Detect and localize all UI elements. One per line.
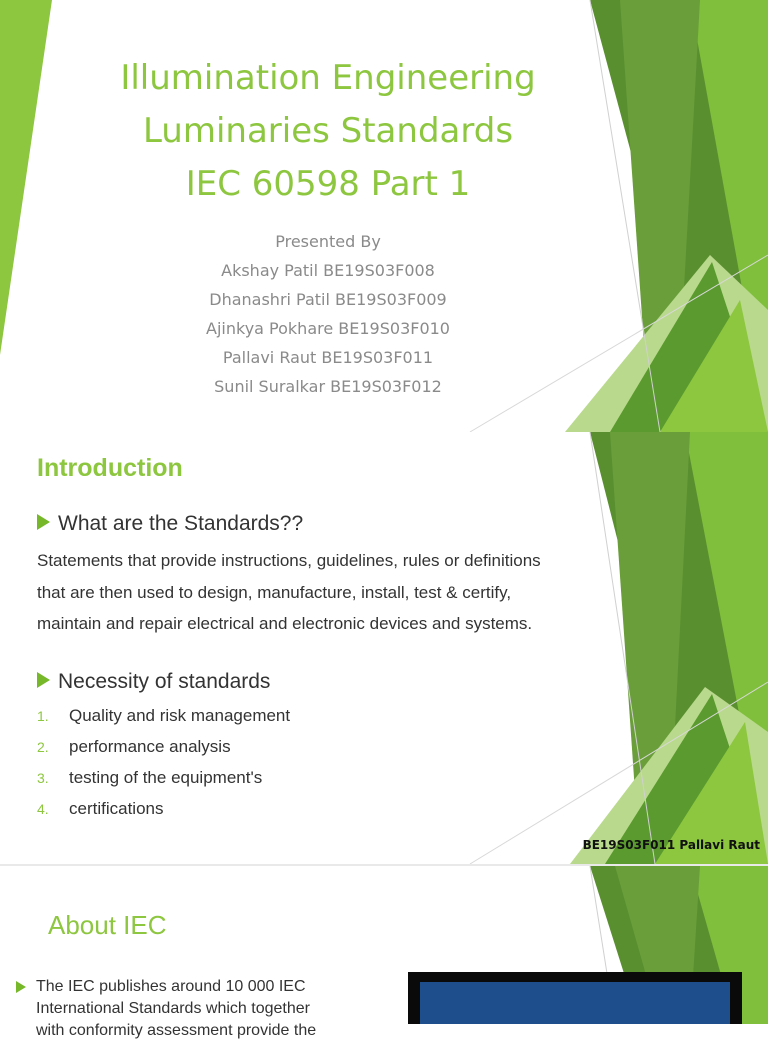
list-item: [37, 799, 290, 830]
title-line: Illumination Engineering: [120, 58, 536, 98]
triangle-bullet-icon: [16, 981, 26, 993]
bullet-heading: [37, 670, 270, 694]
presenters-list: [40, 227, 616, 401]
list-number: 4.: [37, 801, 49, 817]
about-iec-slide: [0, 866, 768, 1039]
paragraph-line: maintain and repair electrical and electronic devices and systems.: [37, 614, 533, 633]
paragraph-line: that are then used to design, manufacture, install, test & certify,: [37, 582, 512, 602]
paragraph-line: Statements that provide instructions, guidelines, rules or definitions: [37, 551, 541, 570]
title-line: IEC 60598 Part 1: [185, 164, 471, 204]
bullet-paragraph: [16, 976, 356, 1042]
presented-by-label: Presented By: [275, 232, 381, 251]
slide-footer: BE19S03F011 Pallavi Raut: [582, 838, 760, 852]
list-number: 2.: [37, 739, 49, 755]
list-text: testing of the equipment's: [69, 768, 263, 787]
list-item: [37, 768, 290, 799]
bullet-heading-text: What are the Standards??: [58, 512, 304, 535]
list-text: Quality and risk management: [69, 706, 291, 725]
bullet-heading-text: Necessity of standards: [58, 670, 271, 693]
paragraph-line: with conformity assessment provide the: [36, 1022, 317, 1039]
triangle-bullet-icon: [37, 514, 50, 530]
presentation-title: [40, 52, 616, 211]
title-line: Luminaries Standards: [142, 111, 514, 151]
list-item: [37, 737, 290, 768]
numbered-list: [37, 706, 290, 830]
image-placeholder: [420, 982, 730, 1024]
paragraph-line: International Standards which together: [36, 1000, 310, 1017]
list-text: certifications: [69, 799, 164, 818]
triangle-bullet-icon: [37, 672, 50, 688]
introduction-slide: [0, 432, 768, 864]
paragraph-line: The IEC publishes around 10 000 IEC: [36, 978, 306, 995]
bullet-heading: [37, 512, 303, 536]
presenter-name: Pallavi Raut BE19S03F011: [222, 348, 434, 367]
presenter-name: Akshay Patil BE19S03F008: [221, 261, 435, 280]
title-slide: [0, 0, 768, 432]
section-title: Introduction: [37, 454, 183, 482]
section-title: About IEC: [48, 910, 167, 940]
image-frame: [408, 972, 742, 1024]
list-text: performance analysis: [69, 737, 231, 756]
definition-paragraph: [37, 545, 617, 640]
list-item: [37, 706, 290, 737]
presenter-name: Ajinkya Pokhare BE19S03F010: [206, 319, 450, 338]
list-number: 3.: [37, 770, 49, 786]
presenter-name: Sunil Suralkar BE19S03F012: [214, 377, 442, 396]
list-number: 1.: [37, 708, 49, 724]
presenter-name: Dhanashri Patil BE19S03F009: [209, 290, 447, 309]
